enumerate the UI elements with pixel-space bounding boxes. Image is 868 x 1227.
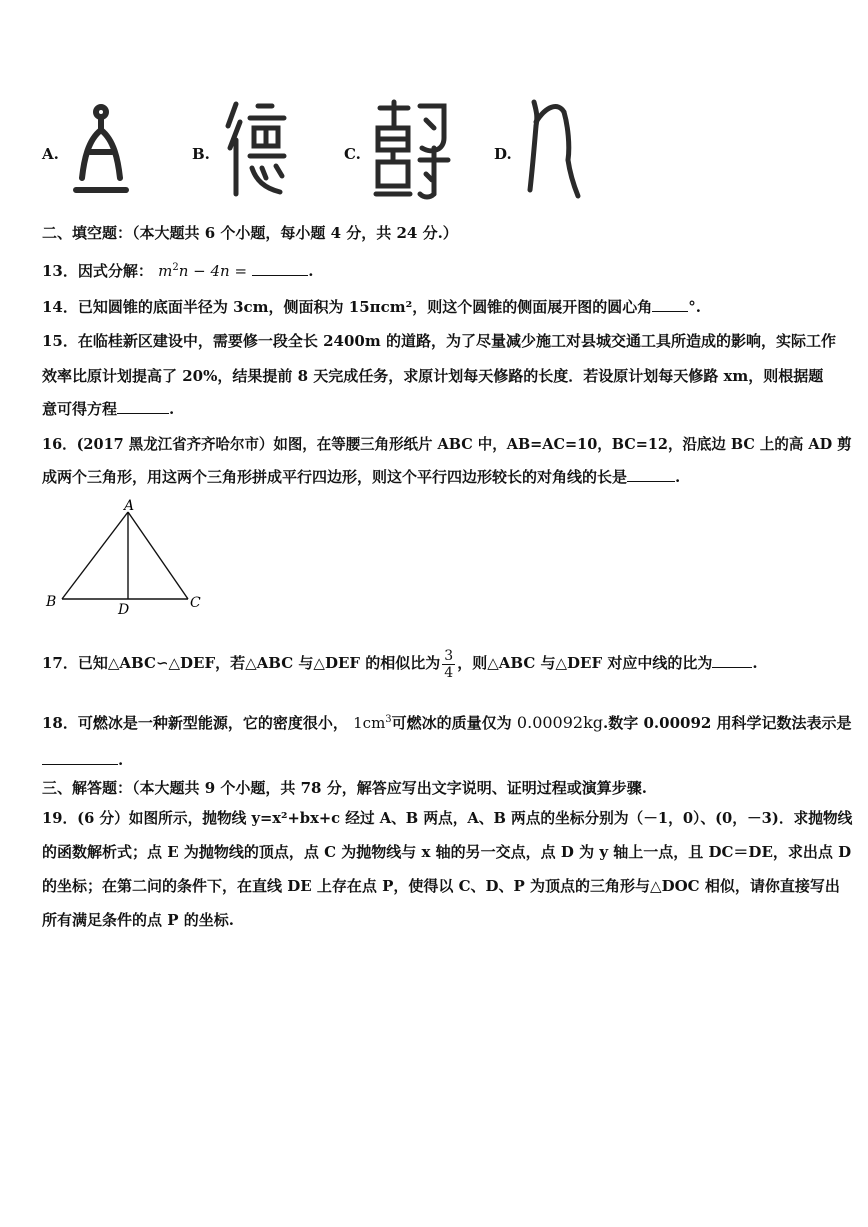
q14-answer-blank[interactable] [652, 297, 688, 312]
triangle-figure [40, 496, 220, 620]
q18-unit: 1cm [353, 714, 386, 732]
label-a: A [124, 498, 135, 514]
q15-line1: 15．在临桂新区建设中，需要修一段全长 2400m 的道路，为了尽量减少施工对县城交通工具所造成的影响，实际工作 [42, 332, 836, 350]
q17-frac-num: 3 [444, 647, 454, 664]
q17-frac-den: 4 [444, 664, 454, 681]
q13-expr-rest: n − 4n = [178, 262, 248, 280]
q16-line1: 16．(2017 黑龙江省齐齐哈尔市）如图，在等腰三角形纸片 ABC 中，AB=AC=10，BC=12，沿底边 BC 上的高 AD 剪 [42, 435, 852, 453]
q17-suffix: . [752, 654, 758, 672]
label-b: B [46, 594, 57, 610]
q16-answer-blank[interactable] [627, 467, 675, 482]
q15-suffix: . [169, 400, 175, 418]
q17-prefix: 17．已知△ABC∽△DEF，若△ABC 与△DEF 的相似比为 [42, 654, 441, 672]
q16-suffix: . [675, 468, 681, 486]
q13-suffix: . [308, 262, 314, 280]
question-16-line2 [42, 467, 680, 487]
question-15-line3 [42, 399, 174, 419]
option-b-glyph-image [222, 96, 292, 200]
question-17 [42, 644, 758, 684]
option-a-label: A. [42, 145, 59, 163]
q17-middle: ，则△ABC 与△DEF 对应中线的比为 [457, 654, 713, 672]
option-b-label: B. [192, 145, 210, 163]
question-18 [42, 710, 852, 733]
q15-line2: 效率比原计划提高了 20%，结果提前 8 天完成任务，求原计划每天修路的长度．若设原计划每天修路 xm，则根据题 [42, 367, 824, 385]
q18-mass: 0.00092kg [516, 713, 604, 732]
q17-fraction [442, 648, 455, 681]
q14-text: 14．已知圆锥的底面半径为 3cm，侧面积为 15πcm²，则这个圆锥的侧面展开图的圆心角 [42, 298, 653, 316]
q19-line4: 所有满足条件的点 P 的坐标. [42, 911, 234, 929]
question-14 [42, 297, 701, 317]
q15-line3: 意可得方程 [42, 400, 118, 418]
option-d-glyph-image [524, 96, 584, 202]
q18-mid: 可燃冰的质量仅为 [391, 714, 512, 732]
q19-line1: 19．(6 分）如图所示，抛物线 y=x²+bx+c 经过 A、B 两点，A、B 两点的坐标分别为（－1，0）、(0，－3)．求抛物线 [42, 809, 853, 827]
option-c-glyph-image [370, 98, 454, 200]
q18-unit-sup: 3 [385, 714, 392, 725]
side-ab [62, 512, 128, 599]
q13-expr-sup: 2 [172, 262, 179, 273]
question-13 [42, 258, 314, 281]
label-d: D [118, 602, 130, 618]
q13-expr-m: m [158, 262, 173, 280]
q15-answer-blank[interactable] [117, 399, 169, 414]
q17-answer-blank[interactable] [712, 653, 752, 668]
section3-heading: 三、解答题：（本大题共 9 个小题，共 78 分，解答应写出文字说明、证明过程或演算步骤. [42, 779, 647, 797]
q13-prefix: 13．因式分解： [42, 262, 153, 280]
q13-answer-blank[interactable] [252, 261, 308, 276]
section2-heading: 二、填空题：（本大题共 6 个小题，每小题 4 分，共 24 分.） [42, 224, 458, 242]
q14-suffix: °. [688, 298, 701, 316]
option-d-label: D. [494, 145, 512, 163]
q18-answer-blank[interactable] [42, 750, 118, 765]
q16-line2: 成两个三角形，用这两个三角形拼成平行四边形，则这个平行四边形较长的对角线的长是 [42, 468, 628, 486]
q19-line2: 的函数解析式；点 E 为抛物线的顶点，点 C 为抛物线与 x 轴的另一交点，点 D 为 y 轴上一点，且 DC＝DE，求出点 D [42, 843, 852, 861]
question-18-answer-line [42, 750, 123, 770]
q18-prefix: 18．可燃冰是一种新型能源，它的密度很小， [42, 714, 348, 732]
option-c-label: C. [344, 145, 361, 163]
q18-suffix: . [118, 751, 124, 769]
label-c: C [190, 595, 201, 611]
side-ac [128, 512, 188, 599]
q19-line3: 的坐标；在第二问的条件下，在直线 DE 上存在点 P，使得以 C、D、P 为顶点的三角形与△DOC 相似，请你直接写出 [42, 877, 840, 895]
option-a-glyph-image [70, 100, 132, 200]
q18-tail: .数字 0.00092 用科学记数法表示是 [603, 714, 852, 732]
